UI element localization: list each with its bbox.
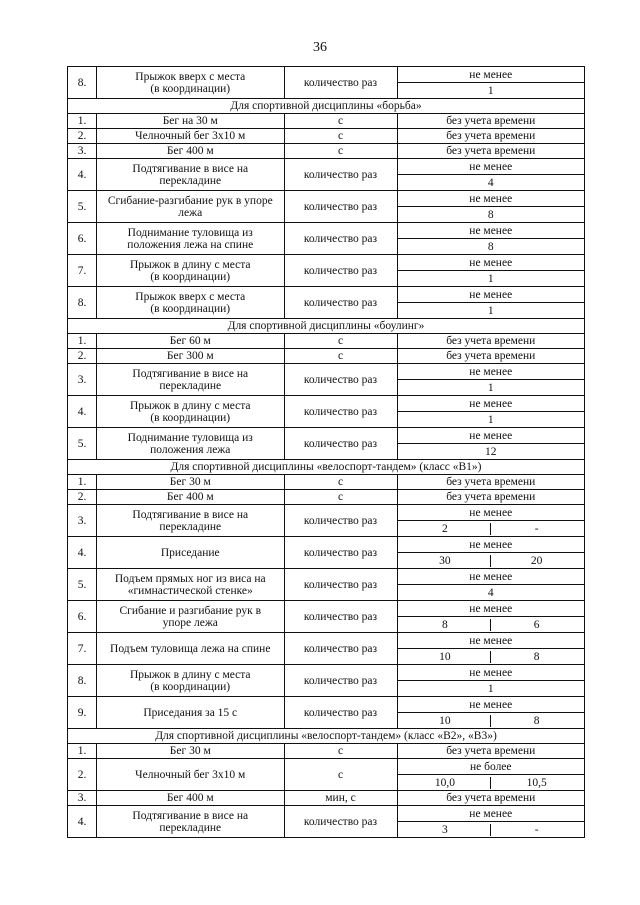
table-row xyxy=(68,159,585,175)
section-header-row xyxy=(68,460,585,475)
exercise-name xyxy=(97,428,285,460)
section-header-row xyxy=(68,319,585,334)
exercise-name-line: перекладине xyxy=(159,821,222,834)
norm-value: 1 xyxy=(487,272,494,285)
table-row xyxy=(68,759,585,775)
row-number: 4. xyxy=(68,396,97,428)
norm-label: не менее xyxy=(397,67,585,83)
table-row xyxy=(68,255,585,271)
row-number: 6. xyxy=(68,223,97,255)
exercise-name xyxy=(97,537,285,569)
norm-value-split xyxy=(400,523,583,535)
exercise-name xyxy=(97,67,285,99)
table-row xyxy=(68,806,585,822)
row-number: 2. xyxy=(68,490,97,505)
exercise-name-line: Прыжок в длину с места xyxy=(129,258,251,271)
row-number: 3. xyxy=(68,144,97,159)
unit-cell: количество раз xyxy=(284,191,397,223)
row-number: 2. xyxy=(68,129,97,144)
table-row xyxy=(68,191,585,207)
table-row xyxy=(68,744,585,759)
exercise-name xyxy=(97,159,285,191)
unit-cell: с xyxy=(284,129,397,144)
exercise-name-line: Прыжок в длину с места xyxy=(129,399,251,412)
norm-value: 10 xyxy=(439,650,451,663)
exercise-name xyxy=(97,114,285,129)
table-row xyxy=(68,349,585,364)
table-row xyxy=(68,665,585,681)
page-number: 36 xyxy=(313,40,327,55)
exercise-name-line: (в координации) xyxy=(150,411,231,424)
row-number: 7. xyxy=(68,633,97,665)
norm-value-cell xyxy=(397,303,585,319)
unit-cell: количество раз xyxy=(284,255,397,287)
norm-value-cell xyxy=(397,553,585,569)
table-row xyxy=(68,67,585,83)
norm-label: не менее xyxy=(397,697,585,713)
section-header-row xyxy=(68,729,585,744)
exercise-name-line: Подъем туловища лежа на спине xyxy=(110,642,271,655)
exercise-name-line: (в координации) xyxy=(150,302,231,315)
unit-cell: с xyxy=(284,475,397,490)
norm-value-cell xyxy=(397,175,585,191)
exercise-name-line: положения лежа xyxy=(150,443,231,456)
exercise-name-line: (в координации) xyxy=(150,82,231,95)
exercise-name xyxy=(97,697,285,729)
unit-cell: количество раз xyxy=(284,665,397,697)
norm-value: без учета времени xyxy=(397,490,585,505)
exercise-name-line: перекладине xyxy=(159,174,222,187)
norm-value: без учета времени xyxy=(397,475,585,490)
exercise-name-line: Челночный бег 3х10 м xyxy=(135,130,246,142)
exercise-name-line: перекладине xyxy=(159,379,222,392)
exercise-name xyxy=(97,569,285,601)
row-number: 1. xyxy=(68,475,97,490)
exercise-name xyxy=(97,334,285,349)
row-number: 3. xyxy=(68,505,97,537)
exercise-name-line: (в координации) xyxy=(150,680,231,693)
row-number: 4. xyxy=(68,806,97,838)
row-number: 3. xyxy=(68,791,97,806)
norm-label: не менее xyxy=(397,569,585,585)
norm-value-cell xyxy=(397,83,585,99)
norm-label: не менее xyxy=(397,223,585,239)
row-number: 3. xyxy=(68,364,97,396)
norm-label: не менее xyxy=(397,428,585,444)
standards-table-body xyxy=(68,67,585,838)
unit-cell: с xyxy=(284,349,397,364)
row-number: 7. xyxy=(68,255,97,287)
row-number: 5. xyxy=(68,569,97,601)
unit-cell: количество раз xyxy=(284,287,397,319)
norm-label: не менее xyxy=(397,601,585,617)
table-row xyxy=(68,601,585,617)
exercise-name xyxy=(97,601,285,633)
unit-cell: количество раз xyxy=(284,697,397,729)
row-number: 4. xyxy=(68,537,97,569)
exercise-name xyxy=(97,349,285,364)
exercise-name-line: упоре лежа xyxy=(162,616,218,629)
norm-label: не менее xyxy=(397,665,585,681)
exercise-name-line: (в координации) xyxy=(150,270,231,283)
exercise-name xyxy=(97,490,285,505)
norm-label: не менее xyxy=(397,287,585,303)
section-title: Для спортивной дисциплины «борьба» xyxy=(68,99,585,114)
unit-cell: количество раз xyxy=(284,569,397,601)
norm-value: без учета времени xyxy=(397,349,585,364)
row-number: 1. xyxy=(68,744,97,759)
unit-cell: с xyxy=(284,144,397,159)
exercise-name-line: Поднимание туловища из xyxy=(127,431,253,444)
row-number: 6. xyxy=(68,601,97,633)
exercise-name xyxy=(97,759,285,791)
unit-cell: количество раз xyxy=(284,428,397,460)
unit-cell: количество раз xyxy=(284,633,397,665)
norm-value: 3 xyxy=(442,823,448,836)
unit-cell: количество раз xyxy=(284,67,397,99)
exercise-name-line: Подтягивание в висе на xyxy=(132,162,249,175)
norm-value-cell xyxy=(397,713,585,729)
norm-value-split xyxy=(400,715,583,727)
unit-cell: мин, с xyxy=(284,791,397,806)
norm-value-split xyxy=(400,824,583,836)
exercise-name xyxy=(97,287,285,319)
exercise-name xyxy=(97,255,285,287)
exercise-name-line: Прыжок вверх с места xyxy=(135,70,246,83)
norm-label: не более xyxy=(397,759,585,775)
norm-value-cell xyxy=(397,271,585,287)
row-number: 9. xyxy=(68,697,97,729)
norm-value: без учета времени xyxy=(397,144,585,159)
table-row xyxy=(68,791,585,806)
row-number: 5. xyxy=(68,191,97,223)
exercise-name xyxy=(97,505,285,537)
row-number: 1. xyxy=(68,334,97,349)
norm-value: 1 xyxy=(487,682,494,695)
exercise-name xyxy=(97,791,285,806)
exercise-name-line: Прыжок в длину с места xyxy=(129,668,251,681)
norm-value: 1 xyxy=(487,381,494,394)
exercise-name xyxy=(97,364,285,396)
exercise-name-line: Бег 400 м xyxy=(166,145,214,157)
norm-value: 8 xyxy=(487,240,494,253)
norm-value: 10,5 xyxy=(490,777,582,789)
section-header-row xyxy=(68,99,585,114)
table-row xyxy=(68,223,585,239)
norm-value-split xyxy=(400,555,583,567)
norm-label: не менее xyxy=(397,159,585,175)
table-row xyxy=(68,396,585,412)
norm-value: 8 xyxy=(490,651,582,663)
norm-value: без учета времени xyxy=(397,334,585,349)
exercise-name-line: Подтягивание в висе на xyxy=(132,367,249,380)
exercise-name-line: Подтягивание в висе на xyxy=(132,508,249,521)
norm-value: без учета времени xyxy=(397,791,585,806)
section-title: Для спортивной дисциплины «боулинг» xyxy=(68,319,585,334)
exercise-name xyxy=(97,806,285,838)
norm-value-cell xyxy=(397,239,585,255)
norm-value: - xyxy=(490,523,582,535)
row-number: 8. xyxy=(68,67,97,99)
exercise-name-line: «гимнастической стенке» xyxy=(127,584,253,597)
norm-label: не менее xyxy=(397,505,585,521)
exercise-name-line: Сгибание-разгибание рук в упоре xyxy=(107,194,273,207)
standards-table xyxy=(67,66,585,838)
table-row xyxy=(68,334,585,349)
table-row xyxy=(68,475,585,490)
norm-value: 8 xyxy=(487,208,494,221)
norm-value: без учета времени xyxy=(397,744,585,759)
exercise-name-line: Приседания за 15 с xyxy=(143,706,238,719)
norm-value-cell xyxy=(397,681,585,697)
unit-cell: с xyxy=(284,759,397,791)
norm-value: 10,0 xyxy=(434,776,455,789)
section-title: Для спортивной дисциплины «велоспорт-тандем» (класс «В1») xyxy=(68,460,585,475)
exercise-name xyxy=(97,665,285,697)
exercise-name-line: Прыжок вверх с места xyxy=(135,290,246,303)
exercise-name xyxy=(97,191,285,223)
unit-cell: количество раз xyxy=(284,159,397,191)
unit-cell: количество раз xyxy=(284,223,397,255)
exercise-name-line: Сгибание и разгибание рук в xyxy=(119,604,262,617)
unit-cell: количество раз xyxy=(284,806,397,838)
norm-value: 1 xyxy=(487,84,494,97)
row-number: 2. xyxy=(68,759,97,791)
exercise-name xyxy=(97,129,285,144)
exercise-name-line: Бег 400 м xyxy=(166,491,214,503)
exercise-name-line: Бег 30 м xyxy=(169,745,211,757)
exercise-name-line: Бег на 30 м xyxy=(162,115,218,127)
norm-value: 8 xyxy=(442,618,448,631)
norm-value: 1 xyxy=(487,413,494,426)
table-row xyxy=(68,287,585,303)
norm-value-split xyxy=(400,777,583,789)
norm-value-cell xyxy=(397,822,585,838)
unit-cell: количество раз xyxy=(284,505,397,537)
exercise-name-line: перекладине xyxy=(159,520,222,533)
norm-label: не менее xyxy=(397,396,585,412)
table-row xyxy=(68,364,585,380)
norm-value: без учета времени xyxy=(397,129,585,144)
exercise-name xyxy=(97,223,285,255)
row-number: 4. xyxy=(68,159,97,191)
norm-value: 8 xyxy=(490,715,582,727)
norm-value: 1 xyxy=(487,304,494,317)
exercise-name-line: Бег 400 м xyxy=(166,792,214,804)
unit-cell: с xyxy=(284,114,397,129)
norm-value-cell xyxy=(397,412,585,428)
norm-label: не менее xyxy=(397,364,585,380)
table-row xyxy=(68,537,585,553)
unit-cell: количество раз xyxy=(284,364,397,396)
norm-value: 4 xyxy=(487,586,494,599)
table-row xyxy=(68,633,585,649)
unit-cell: количество раз xyxy=(284,601,397,633)
norm-value-cell xyxy=(397,775,585,791)
table-row xyxy=(68,697,585,713)
norm-value-split xyxy=(400,619,583,631)
norm-value-cell xyxy=(397,521,585,537)
exercise-name-line: Подъем прямых ног из виса на xyxy=(114,572,266,585)
row-number: 8. xyxy=(68,287,97,319)
table-row xyxy=(68,505,585,521)
exercise-name-line: Челночный бег 3х10 м xyxy=(135,768,246,781)
row-number: 8. xyxy=(68,665,97,697)
unit-cell: с xyxy=(284,744,397,759)
table-row xyxy=(68,428,585,444)
norm-value: 4 xyxy=(487,176,494,189)
exercise-name-line: лежа xyxy=(178,206,203,219)
exercise-name-line: положения лежа на спине xyxy=(127,238,254,251)
norm-label: не менее xyxy=(397,537,585,553)
exercise-name-line: Бег 300 м xyxy=(166,350,214,362)
exercise-name-line: Бег 30 м xyxy=(169,476,211,488)
exercise-name xyxy=(97,475,285,490)
norm-value: без учета времени xyxy=(397,114,585,129)
section-title: Для спортивной дисциплины «велоспорт-тандем» (класс «В2», «В3») xyxy=(68,729,585,744)
norm-value-split xyxy=(400,651,583,663)
row-number: 2. xyxy=(68,349,97,364)
norm-value-cell xyxy=(397,207,585,223)
unit-cell: количество раз xyxy=(284,396,397,428)
exercise-name xyxy=(97,744,285,759)
exercise-name-line: Подтягивание в висе на xyxy=(132,809,249,822)
norm-value: - xyxy=(490,824,582,836)
row-number: 1. xyxy=(68,114,97,129)
norm-value-cell xyxy=(397,649,585,665)
exercise-name-line: Бег 60 м xyxy=(169,335,211,347)
unit-cell: с xyxy=(284,334,397,349)
norm-value: 2 xyxy=(442,522,448,535)
table-row xyxy=(68,114,585,129)
table-row xyxy=(68,129,585,144)
norm-value: 20 xyxy=(490,555,582,567)
row-number: 5. xyxy=(68,428,97,460)
exercise-name-line: Поднимание туловища из xyxy=(127,226,253,239)
norm-value: 30 xyxy=(439,554,451,567)
norm-value: 6 xyxy=(490,619,582,631)
exercise-name-line: Приседание xyxy=(160,546,220,559)
exercise-name xyxy=(97,633,285,665)
table-row xyxy=(68,490,585,505)
norm-label: не менее xyxy=(397,191,585,207)
unit-cell: количество раз xyxy=(284,537,397,569)
norm-value-cell xyxy=(397,617,585,633)
table-row xyxy=(68,569,585,585)
norm-value: 12 xyxy=(485,445,497,458)
exercise-name xyxy=(97,396,285,428)
norm-value-cell xyxy=(397,585,585,601)
unit-cell: с xyxy=(284,490,397,505)
exercise-name xyxy=(97,144,285,159)
norm-label: не менее xyxy=(397,255,585,271)
norm-value-cell xyxy=(397,380,585,396)
table-row xyxy=(68,144,585,159)
norm-label: не менее xyxy=(397,633,585,649)
norm-value-cell xyxy=(397,444,585,460)
norm-value: 10 xyxy=(439,714,451,727)
norm-label: не менее xyxy=(397,806,585,822)
